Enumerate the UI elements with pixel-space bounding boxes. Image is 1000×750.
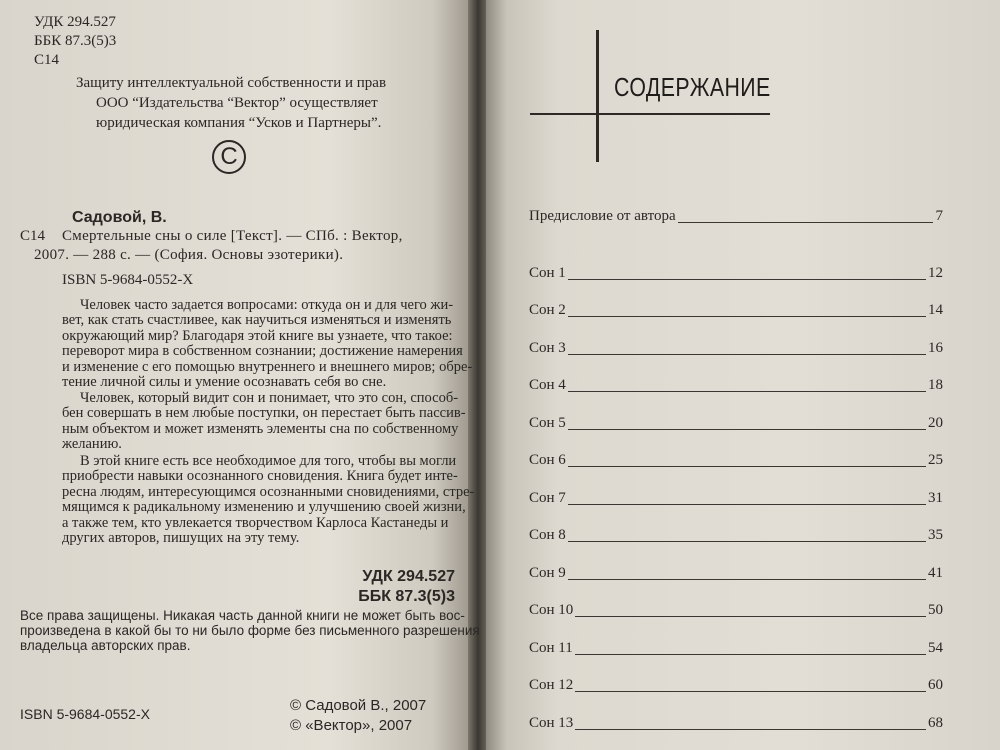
annotation-line: В этой книге есть все необходимое для того, чтобы вы могли <box>80 453 457 469</box>
toc-entry-page: 25 <box>928 452 943 468</box>
annotation-line: желанию. <box>62 436 122 453</box>
annotation-line: окружающий мир? Благодаря этой книге вы узнаете, что такое: <box>62 327 453 344</box>
all-rights-line: произведена в какой бы то ни было форме без письменного разрешения <box>20 623 480 638</box>
annotation-line: Человек часто задается вопросами: откуда он и для чего жи- <box>80 297 454 313</box>
isbn-bottom: ISBN 5-9684-0552-X <box>20 706 150 722</box>
biblio-line-2: 2007. — 288 с. — (София. Основы эзотерики). <box>34 247 344 263</box>
toc-leader-line <box>568 541 926 542</box>
annotation-line: переворот мира в собственном сознании; достижение намерения <box>62 343 463 360</box>
toc-entry-label: Сон 6 <box>529 452 566 468</box>
toc-entry <box>529 674 943 694</box>
toc-entry <box>529 374 943 394</box>
annotation-line: бен совершать в нем любые поступки, он перестает быть пассив- <box>62 405 466 422</box>
toc-entry-label: Сон 10 <box>529 602 574 618</box>
toc-entry <box>529 262 943 282</box>
annotation-line: и изменение с его помощью внутреннего и внешнего миров; обре- <box>62 358 473 375</box>
biblio-line-1: Смертельные сны о силе [Текст]. — СПб. : Вектор, <box>62 228 403 244</box>
toc-title: СОДЕРЖАНИЕ <box>614 72 771 102</box>
toc-entry-label: Сон 3 <box>529 340 566 356</box>
copyright-logo: C <box>212 140 246 174</box>
toc-entry-page: 18 <box>928 377 943 393</box>
toc-entry <box>529 299 943 319</box>
toc-entry-label: Предисловие от автора <box>529 208 676 224</box>
annotation-line: ным объектом и может изменять элементы сна по собственному <box>62 420 459 437</box>
annotation-paragraph-2 <box>62 391 466 453</box>
bbk-bottom: ББК 87.3(5)3 <box>358 588 455 605</box>
annotation-line: вет, как стать счастливее, как научиться изменяться и изменять <box>62 312 452 329</box>
annotation-line: Человек, который видит сон и понимает, что это сон, способ- <box>80 390 459 406</box>
all-rights-line: владельца авторских прав. <box>20 638 191 653</box>
toc-entry-page: 31 <box>928 490 943 506</box>
toc-entry <box>529 524 943 544</box>
toc-entry-page: 41 <box>928 565 943 581</box>
annotation-paragraph-1 <box>62 298 472 390</box>
toc-entry-page: 16 <box>928 340 943 356</box>
annotation-paragraph-3 <box>62 454 474 546</box>
toc-entry-page: 50 <box>928 602 943 618</box>
all-rights-line: Все права защищены. Никакая часть данной книги не может быть вос- <box>20 608 465 623</box>
rights-notice-line-2: ООО “Издательства “Вектор” осуществляет <box>96 95 378 111</box>
toc-leader-line <box>575 654 926 655</box>
author-name: Садовой, В. <box>72 209 167 226</box>
toc-leader-line <box>568 579 926 580</box>
toc-entry-label: Сон 9 <box>529 565 566 581</box>
title-frame-vertical <box>596 30 599 162</box>
toc-entry-page: 54 <box>928 640 943 656</box>
udk-bottom: УДК 294.527 <box>362 568 455 585</box>
annotation-line: тение личной силы и умение осознавать себя во сне. <box>62 374 387 391</box>
toc-entry-label: Сон 5 <box>529 415 566 431</box>
copyright-publisher: © «Вектор», 2007 <box>290 717 413 734</box>
toc-entry <box>529 712 943 732</box>
toc-leader-line <box>678 222 933 223</box>
toc-entry-label: Сон 2 <box>529 302 566 318</box>
toc-entry-page: 35 <box>928 527 943 543</box>
annotation-line: приобрести навыки осознанного сновидения. Книга будет инте- <box>62 468 458 485</box>
toc-entry-page: 68 <box>928 715 943 731</box>
all-rights-notice <box>20 608 480 653</box>
toc-leader-line <box>568 316 926 317</box>
toc-entry-page: 60 <box>928 677 943 693</box>
toc-entry-page: 12 <box>928 265 943 281</box>
toc-leader-line <box>568 391 926 392</box>
toc-entry-page: 7 <box>935 208 943 224</box>
toc-entry <box>529 487 943 507</box>
copyright-author: © Садовой В., 2007 <box>290 697 427 714</box>
toc-leader-line <box>568 504 926 505</box>
toc-leader-line <box>575 691 926 692</box>
toc-entry <box>529 637 943 657</box>
toc-leader-line <box>568 354 926 355</box>
toc-entry-label: Сон 8 <box>529 527 566 543</box>
toc-leader-line <box>568 279 926 280</box>
toc-entry-label: Сон 7 <box>529 490 566 506</box>
annotation-line: других авторов, пишущих на эту тему. <box>62 530 300 547</box>
toc-leader-line <box>575 616 926 617</box>
toc-entry-label: Сон 4 <box>529 377 566 393</box>
toc-entry-page: 14 <box>928 302 943 318</box>
title-frame-horizontal <box>530 113 770 115</box>
toc-leader-line <box>568 429 926 430</box>
toc-entry <box>529 412 943 432</box>
annotation-line: ресна людям, интересующимся осознанными сновидениями, стре- <box>62 483 475 500</box>
toc-entry-label: Сон 13 <box>529 715 574 731</box>
rights-notice-line-3: юридическая компания “Усков и Партнеры”. <box>96 115 382 131</box>
annotation-line: а также тем, кто увлекается творчеством Карлоса Кастанеды и <box>62 514 449 531</box>
toc-entry <box>529 599 943 619</box>
toc-entry-label: Сон 1 <box>529 265 566 281</box>
udk-top: УДК 294.527 <box>34 14 116 30</box>
code-top: С14 <box>34 52 60 68</box>
toc-entry-page: 20 <box>928 415 943 431</box>
annotation-line: мящимся к радикальному изменению и улучшению своей жизни, <box>62 499 466 516</box>
toc-entry-label: Сон 12 <box>529 677 574 693</box>
toc-entry-label: Сон 11 <box>529 640 573 656</box>
isbn-line: ISBN 5-9684-0552-X <box>62 272 194 288</box>
toc-entry <box>529 562 943 582</box>
bbk-top: ББК 87.3(5)3 <box>34 33 117 49</box>
toc-entry <box>529 449 943 469</box>
toc-entry <box>529 337 943 357</box>
biblio-code: С14 <box>20 228 46 244</box>
toc-leader-line <box>575 729 926 730</box>
toc-entry <box>529 205 943 225</box>
rights-notice-line-1: Защиту интеллектуальной собственности и прав <box>76 75 387 91</box>
toc-leader-line <box>568 466 926 467</box>
